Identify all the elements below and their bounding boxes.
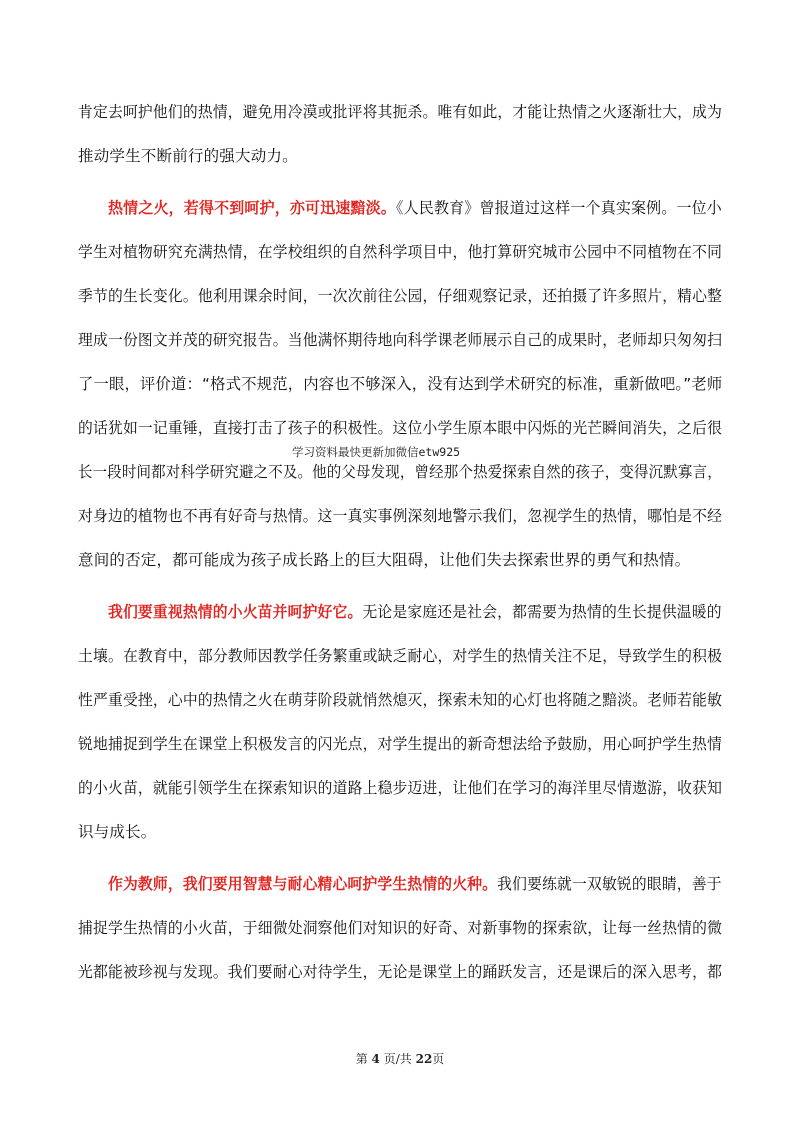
paragraph-3-highlight: 我们要重视热情的小火苗并呵护好它。	[108, 603, 363, 621]
paragraph-2-highlight: 热情之火，若得不到呵护，亦可迅速黯淡。	[108, 199, 396, 217]
paragraph-2-line-6: 的话犹如一记重锤，直接打击了孩子的积极性。这位小学生原本眼中闪烁的光芒瞬间消失，之后很	[78, 419, 723, 437]
paragraph-2-first-rest: 《人民教育》曾报道过这样一个真实案例。一位小	[395, 199, 722, 217]
paragraph-3-line-4: 锐地捕捉到学生在课堂上积极发言的闪光点，对学生提出的新奇想法给予鼓励，用心呵护学生热情	[78, 735, 723, 753]
paragraph-2-line-5: 了一眼，评价道：“格式不规范，内容也不够深入，没有达到学术研究的标准，重新做吧。”老师	[78, 375, 723, 393]
paragraph-1-line-1: 肯定去呵护他们的热情，避免用冷漠或批评将其扼杀。唯有如此，才能让热情之火逐渐壮大，成为	[78, 103, 723, 121]
footer-suffix: 页	[432, 1052, 445, 1066]
paragraph-2-line-7: 长一段时间都对科学研究避之不及。他的父母发现，曾经那个热爱探索自然的孩子，变得沉默寡言，	[78, 463, 722, 481]
footer-page-number: 4	[371, 1052, 380, 1066]
footer-middle: 页/共	[383, 1052, 412, 1066]
paragraph-3-line-2: 土壤。在教育中，部分教师因教学任务繁重或缺乏耐心，对学生的热情关注不足，导致学生的积极	[78, 647, 723, 665]
paragraph-3-line-1	[108, 602, 722, 622]
watermark-text: 学习资料最快更新加微信etw925	[292, 445, 461, 459]
paragraph-2-line-4: 理成一份图文并茂的研究报告。当他满怀期待地向科学课老师展示自己的成果时，老师却只匆匆扫	[78, 331, 723, 349]
paragraph-2-line-3: 季节的生长变化。他利用课余时间，一次次前往公园，仔细观察记录，还拍摄了许多照片，精心整	[78, 287, 723, 305]
paragraph-4-line-2: 捕捉学生热情的小火苗，于细微处洞察他们对知识的好奇、对新事物的探索欲，让每一丝热情的微	[78, 919, 723, 937]
paragraph-4-line-1	[108, 874, 722, 894]
paragraph-3-line-5: 的小火苗，就能引领学生在探索知识的道路上稳步迈进，让他们在学习的海洋里尽情遨游，收获知	[78, 779, 723, 797]
page-footer	[0, 1050, 800, 1067]
paragraph-2-line-8: 对身边的植物也不再有好奇与热情。这一真实事例深刻地警示我们，忽视学生的热情，哪怕是不经	[78, 507, 723, 525]
paragraph-3-first-rest: 无论是家庭还是社会，都需要为热情的生长提供温暖的	[362, 603, 722, 621]
paragraph-4-first-rest: 我们要练就一双敏锐的眼睛，善于	[497, 875, 722, 893]
paragraph-2-line-1	[108, 198, 722, 218]
paragraph-3-line-6: 识与成长。	[78, 823, 157, 841]
paragraph-3-line-3: 性严重受挫，心中的热情之火在萌芽阶段就悄然熄灭，探索未知的心灯也将随之黯淡。老师若能敏	[78, 691, 723, 709]
paragraph-1-line-2: 推动学生不断前行的强大动力。	[78, 147, 298, 165]
paragraph-2-line-2: 学生对植物研究充满热情，在学校组织的自然科学项目中，他打算研究城市公园中不同植物在不同	[78, 243, 723, 261]
paragraph-4-highlight: 作为教师，我们要用智慧与耐心精心呵护学生热情的火种。	[108, 875, 498, 893]
footer-total-pages: 22	[415, 1052, 433, 1066]
paragraph-4-line-3: 光都能被珍视与发现。我们要耐心对待学生，无论是课堂上的踊跃发言，还是课后的深入思考，都	[78, 963, 723, 981]
footer-prefix: 第	[355, 1052, 368, 1066]
paragraph-2-line-9: 意间的否定，都可能成为孩子成长路上的巨大阻碍，让他们失去探索世界的勇气和热情。	[78, 551, 691, 569]
